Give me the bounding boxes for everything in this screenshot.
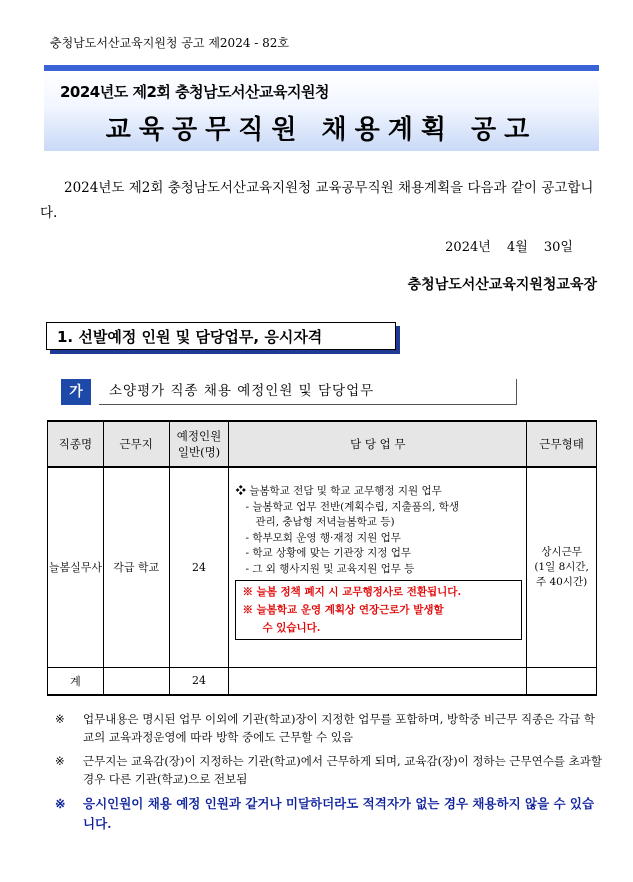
total-label: 계 [48,667,104,695]
note-mark: ※ [55,712,65,726]
cell-job: 늘봄실무사 [48,467,104,667]
note-text: 근무지는 교육감(장)이 지정하는 기관(학교)에서 근무하게 되며, 교육감(장)이 정하는 근무연수를 초과할 경우 다른 기관(학교)으로 전보됨 [83,754,602,786]
type-line: 주 40시간) [535,575,588,588]
header-location: 근무지 [103,421,169,467]
red-notice-line: ※ 늘봄학교 운영 계획상 연장근로가 발생할 [242,604,444,616]
table-row [48,467,597,667]
cell-type [527,467,597,667]
title-subtitle: 2024년도 제2회 충청남도서산교육지원청 [60,83,329,101]
cell-count: 24 [169,467,229,667]
title-banner [44,65,599,151]
header-type: 근무형태 [527,421,597,467]
table-header-row [48,421,597,467]
signature: 충청남도서산교육지원청교육장 [407,277,597,293]
red-notice-box [235,580,522,640]
red-notice-line: 수 있습니다. [262,622,321,634]
cell-duties [229,467,527,667]
note-item [55,752,603,788]
note-item [55,710,603,746]
title-main: 교육공무직원 채용계획 공고 [105,115,538,145]
duty-line: - 학부모회 운영 행·재정 지원 업무 [245,531,401,544]
announcement-date: 2024년 4월 30일 [445,240,573,255]
type-line: (1일 8시간, [534,560,589,573]
header-duties: 담 당 업 무 [229,421,527,467]
type-line: 상시근무 [541,545,582,558]
duty-line: - 그 외 행사지원 및 교육지원 업무 등 [245,562,415,575]
section-1-heading: 1. 선발예정 인원 및 담당업무, 응시자격 [46,322,396,350]
header-job: 직종명 [48,421,104,467]
total-empty [229,667,527,695]
document-number: 충청남도서산교육지원청 공고 제2024 - 82호 [50,36,290,50]
total-count: 24 [169,667,229,695]
note-mark: ※ [55,754,65,768]
section-ga-badge: 가 [61,379,91,405]
note-text: 업무내용은 명시된 업무 이외에 기관(학교)장이 지정한 업무를 포함하며, 방학중 비근무 직종은 각급 학교의 교육과정운영에 따라 방학 중에도 근무할 수 있음 [83,712,595,744]
duty-line: ❖ 늘봄학교 전담 및 학교 교무행정 지원 업무 [235,485,442,497]
duty-line: 관리, 충남형 저녁늘봄학교 등) [255,516,395,528]
note-text: 응시인원이 채용 예정 인원과 같거나 미달하더라도 적격자가 없는 경우 채용하지 않을 수 있습니다. [83,796,595,831]
total-empty [103,667,169,695]
duty-line: - 늘봄학교 업무 전반(계획수립, 지출품의, 학생 [245,500,460,513]
cell-location: 각급 학교 [103,467,169,667]
header-count [169,421,229,467]
total-empty [527,667,597,695]
red-notice-line: ※ 늘봄 정책 폐지 시 교무행정사로 전환됩니다. [242,586,462,598]
header-count-line2: 일반(명) [177,445,221,459]
intro-paragraph: 2024년도 제2회 충청남도서산교육지원청 교육공무직원 채용계획을 다음과 같이 공고합니다. [40,180,594,221]
note-item-important [55,794,603,834]
note-mark: ※ [55,796,66,811]
notes-list [55,710,603,840]
header-count-line1: 예정인원 [176,429,222,443]
job-table [47,420,597,696]
duty-line: - 학교 상황에 맞는 기관장 지정 업무 [245,547,412,559]
table-total-row [48,667,597,695]
section-ga-label: 소양평가 직종 채용 예정인원 및 담당업무 [99,379,517,405]
